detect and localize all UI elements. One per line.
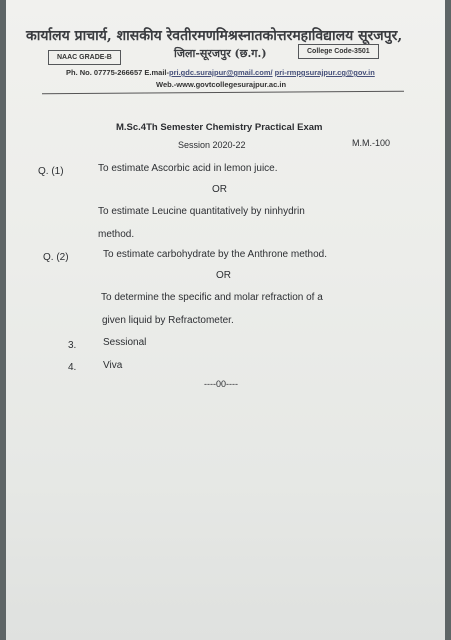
exam-title: M.Sc.4Th Semester Chemistry Practical Exam <box>116 122 323 133</box>
question-1-number: Q. (1) <box>38 166 64 177</box>
district-hindi: जिला-सूरजपुर (छ.ग.) <box>174 47 267 60</box>
question-1-part-b-line2: method. <box>98 229 135 240</box>
question-2-or: OR <box>216 270 231 281</box>
header-divider <box>42 91 404 95</box>
question-1-part-b-line1: To estimate Leucine quantitatively by ninhydrin <box>98 206 305 217</box>
question-2-part-a: To estimate carbohydrate by the Anthrone method. <box>103 249 328 260</box>
email-link-2[interactable]: pri-rmpgsurajpur.cg@gov.in <box>274 68 375 77</box>
exam-paper <box>6 0 445 640</box>
email-link-1[interactable]: pri.gdc.surajpur@gmail.com/ <box>168 68 273 77</box>
naac-grade-box: NAAC GRADE-B <box>48 50 121 65</box>
item-4-text: Viva <box>103 360 123 371</box>
question-1-or: OR <box>212 184 227 195</box>
phone-number: Ph. No. 07775-266657 <box>66 68 143 77</box>
session: Session 2020-22 <box>178 140 246 150</box>
question-2-part-b-line2: given liquid by Refractometer. <box>102 315 234 326</box>
institution-name-hindi: कार्यालय प्राचार्य, शासकीय रेवतीरमणमिश्रस्नातकोत्तरमहाविद्यालय सूरजपुर, <box>26 28 403 44</box>
college-code-box: College Code-3501 <box>298 44 379 59</box>
item-3-number: 3. <box>68 340 77 351</box>
email-label: E.mail- <box>144 68 169 77</box>
max-marks: M.M.-100 <box>352 138 391 148</box>
contact-line <box>66 68 436 77</box>
question-2-number: Q. (2) <box>43 252 69 263</box>
end-mark: ----00---- <box>204 379 238 389</box>
website-line: Web.-www.govtcollegesurajpur.ac.in <box>156 80 287 89</box>
question-1-part-a: To estimate Ascorbic acid in lemon juice. <box>98 163 278 174</box>
item-4-number: 4. <box>68 362 77 373</box>
item-3-text: Sessional <box>103 337 147 348</box>
question-2-part-b-line1: To determine the specific and molar refraction of a <box>101 292 323 303</box>
